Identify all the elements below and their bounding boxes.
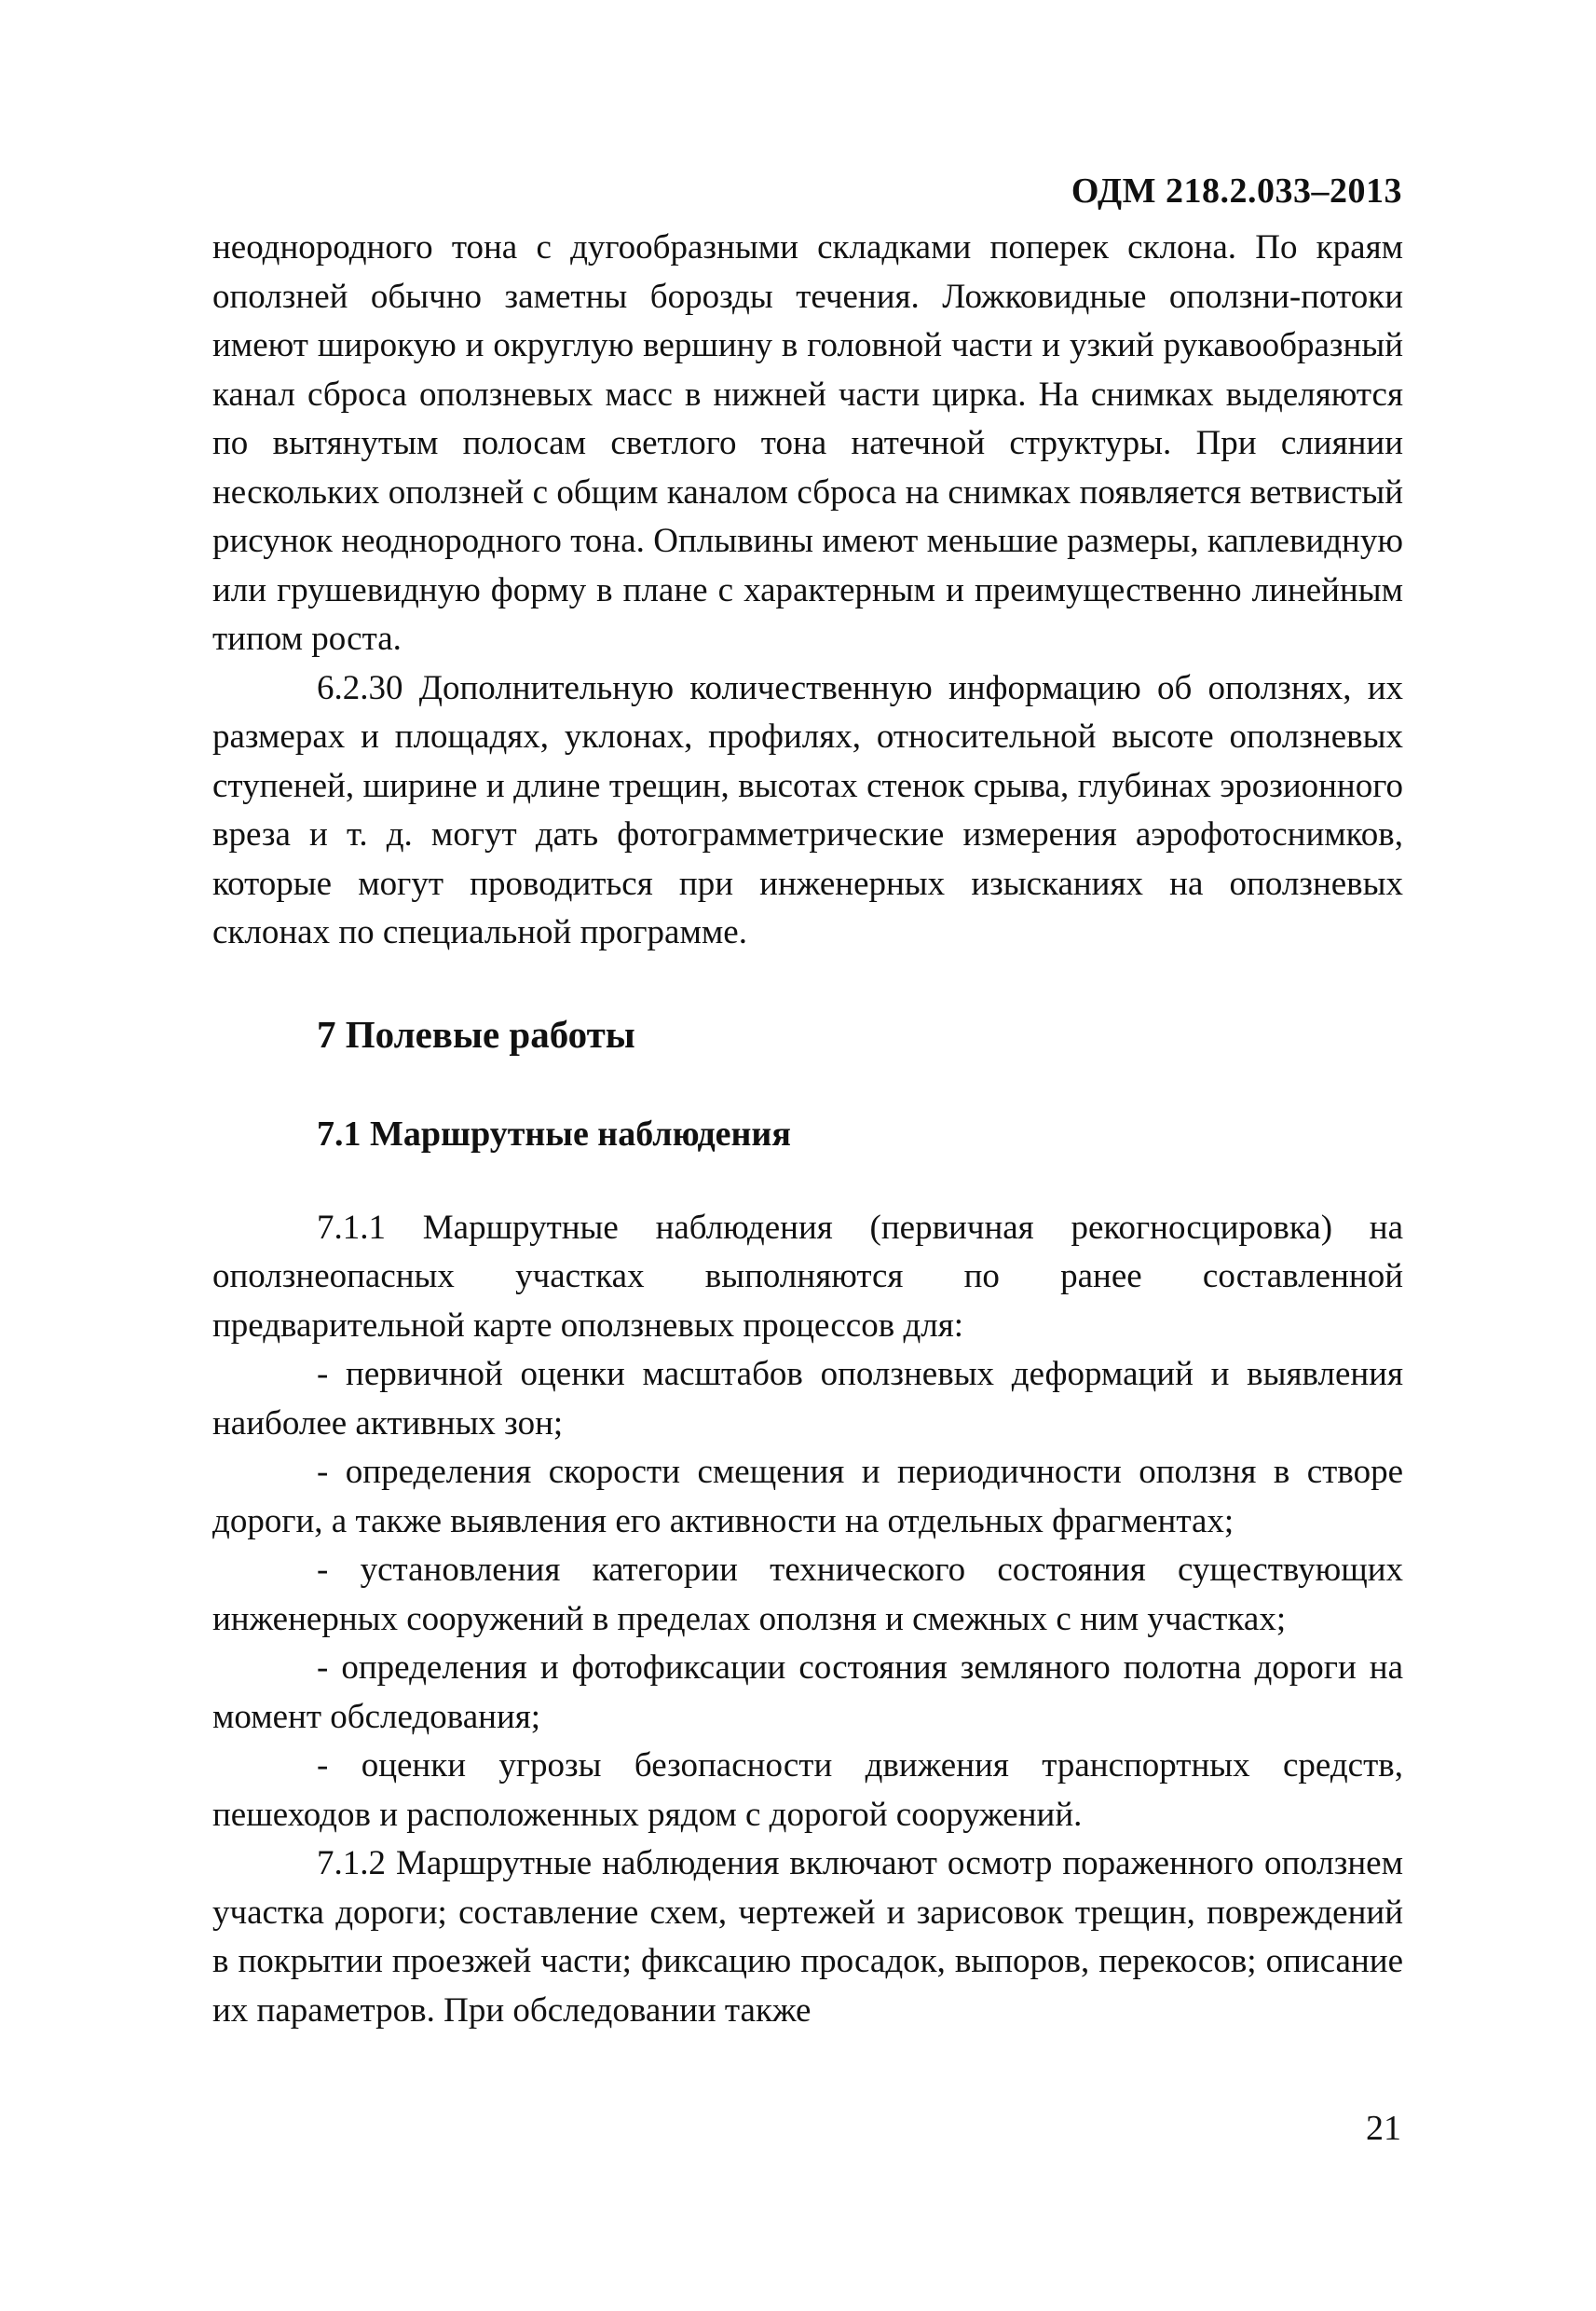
page-number: 21	[1366, 2109, 1401, 2148]
paragraph-continuation: неоднородного тона с дугообразными складками поперек склона. По краям оползней обычно заметны борозды течения. Ложковидные оползни-потоки имеют широкую и округлую вершину в головной части и узкий рукавообразный канал сброса оползневых масс в нижней части цирка. На снимках выделяются по вытянутым полосам светлого тона натечной структуры. При слиянии нескольких оползней с общим каналом сброса на снимках появляется ветвистый рисунок неоднородного тона. Оплывины имеют меньшие размеры, каплевидную или грушевидную форму в плане с характерным и преимущественно линейным типом роста.	[212, 228, 1403, 658]
section-heading: 7 Полевые работы	[317, 1012, 635, 1056]
paragraph-7-1-1: 7.1.1 Маршрутные наблюдения (первичная рекогносцировка) на оползнеопасных участках выполняются по ранее составленной предварительной карте оползневых процессов для:	[212, 1208, 1403, 1345]
paragraph-7-1-2: 7.1.2 Маршрутные наблюдения включают осмотр пораженного оползнем участка дороги; составление схем, чертежей и зарисовок трещин, повреждений в покрытии проезжей части; фиксацию просадок, выпоров, перекосов; описание их параметров. При обследовании также	[212, 1844, 1403, 2030]
list-item: - первичной оценки масштабов оползневых деформаций и выявления наиболее активных зон;	[212, 1355, 1403, 1443]
subsection-heading: 7.1 Маршрутные наблюдения	[317, 1114, 791, 1154]
paragraph-6-2-30: 6.2.30 Дополнительную количественную информацию об оползнях, их размерах и площадях, уклонах, профилях, относительной высоте оползневых ступеней, ширине и длине трещин, высотах стенок срыва, глубинах эрозионного вреза и т. д. могут дать фотограмметрические измерения аэрофотоснимков, которые могут проводиться при инженерных изысканиях на оползневых склонах по специальной программе.	[212, 668, 1403, 951]
document-code-header: ОДМ 218.2.033–2013	[1071, 171, 1402, 211]
page-content	[212, 224, 1403, 2035]
list-item: - установления категории технического состояния существующих инженерных сооружений в пределах оползня и смежных с ним участках;	[212, 1551, 1403, 1638]
list-item: - оценки угрозы безопасности движения транспортных средств, пешеходов и расположенных рядом с дорогой сооружений.	[212, 1746, 1403, 1834]
list-item: - определения скорости смещения и периодичности оползня в створе дороги, а также выявления его активности на отдельных фрагментах;	[212, 1453, 1403, 1540]
list-item: - определения и фотофиксации состояния земляного полотна дороги на момент обследования;	[212, 1648, 1403, 1736]
